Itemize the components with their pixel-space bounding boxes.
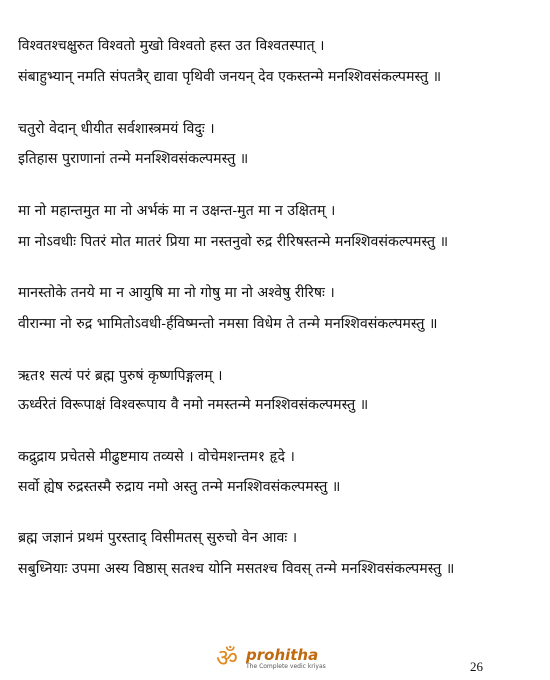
verse-7-line-1: ब्रह्म जज्ञानं प्रथमं पुरस्ताद् विसीमतस् सुरुचो वेन आवः । xyxy=(18,530,298,546)
verse-1-line-2: संबाहुभ्यान् नमति संपतत्रैर् द्यावा पृथिवी जनयन् देव एकस्तन्मे मनश्शिवसंकल्पमस्तु ॥ xyxy=(18,69,442,85)
verse-3-line-1: मा नो महान्तमुत मा नो अर्भकं मा न उक्षन्त-मुत मा न उक्षितम् । xyxy=(18,203,336,219)
verse-5-line-2: ऊर्ध्वरेतं विरूपाक्षं विश्वरूपाय वै नमो नमस्तन्मे मनश्शिवसंकल्पमस्तु ॥ xyxy=(18,397,369,413)
verse-1-line-1: विश्वतश्चक्षुरुत विश्वतो मुखो विश्वतो हस्त उत विश्वतस्पात् । xyxy=(18,38,325,54)
verse-4-line-1: मानस्तोके तनये मा न आयुषि मा नो गोषु मा नो अश्वेषु रीरिषः । xyxy=(18,285,335,301)
verse-6-line-2: सर्वो ह्येष रुद्रस्तस्मै रुद्राय नमो अस्तु तन्मे मनश्शिवसंकल्पमस्तु ॥ xyxy=(18,479,341,495)
verse-2-line-2: इतिहास पुराणानां तन्मे मनश्शिवसंकल्पमस्तु ॥ xyxy=(18,151,249,167)
prohitha-logo xyxy=(216,646,336,674)
page-number: 26 xyxy=(470,659,483,674)
verse-7-line-2: सबुध्नियाः उपमा अस्य विष्ठास् सतश्च योनि मसतश्च विवस् तन्मे मनश्शिवसंकल्पमस्तु ॥ xyxy=(18,561,455,577)
verse-6-line-1: कद्रुद्राय प्रचेतसे मीढुष्टमाय तव्यसे । वोचेमशन्तम१ हृदे । xyxy=(18,449,295,465)
verse-5-line-1: ऋत१ सत्यं परं ब्रह्म पुरुषं कृष्णपिङ्गलम् । xyxy=(18,368,223,384)
logo-tagline: The Complete vedic kriyas xyxy=(246,663,326,670)
verse-2-line-1: चतुरो वेदान् धीयीत सर्वशास्त्रमयं विदुः । xyxy=(18,121,215,137)
verse-4-line-2: वीरान्मा नो रुद्र भामितोऽवधी-र्हविष्मन्तो नमसा विधेम ते तन्मे मनश्शिवसंकल्पमस्तु ॥ xyxy=(18,316,438,332)
logo-name: prohitha xyxy=(246,646,319,664)
om-icon: ॐ xyxy=(216,644,238,672)
verse-3-line-2: मा नोऽवधीः पितरं मोत मातरं प्रिया मा नस्तनुवो रुद्र रीरिषस्तन्मे मनश्शिवसंकल्पमस्तु ॥ xyxy=(18,234,449,250)
